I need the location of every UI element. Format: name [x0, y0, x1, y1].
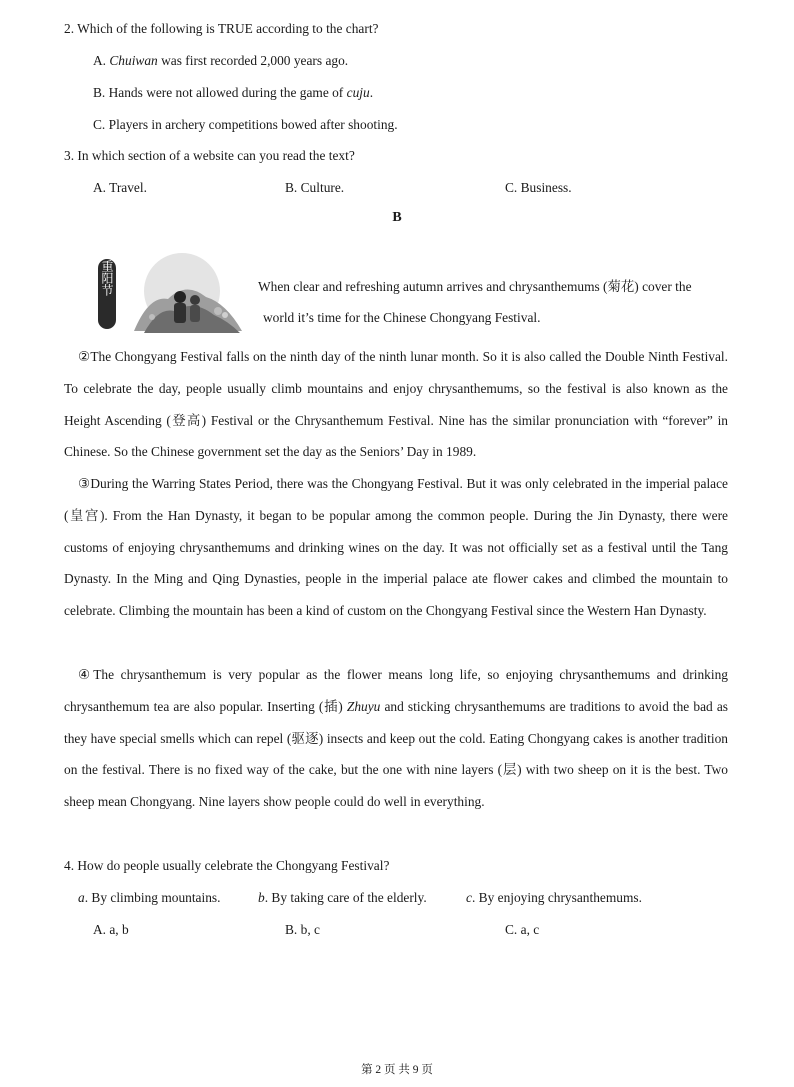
paragraph-2: ②The Chongyang Festival falls on the ninth day of the ninth lunar month. So it is also called the Double Ninth Festival. To celebrate the day, people usually climb mountains and enjoy chrysanthemums, so the festival is also known as the Height Ascending (登高) Festival or the Chrysanthemum Festival. Nine has the similar pronunciation with “forever” in Chinese. So the Chinese government set the day as the Seniors’ Day in 1989.: [64, 349, 728, 460]
question-4-option-b: B. b, c: [285, 922, 320, 937]
page-footer: 第 2 页 共 9 页: [361, 1064, 433, 1076]
question-3-option-a: A. Travel.: [93, 180, 147, 195]
question-2-option-c: C. Players in archery competitions bowed after shooting.: [93, 117, 398, 132]
question-4-item-a: a. By climbing mountains.: [78, 890, 221, 905]
question-4-stem: 4. How do people usually celebrate the Chongyang Festival?: [64, 858, 390, 873]
paragraph-3: ③During the Warring States Period, there was the Chongyang Festival. But it was only celebrated in the imperial palace (皇宫). From the Han Dynasty, it began to be popular among the common people. During the Jin Dynasty, there were customs of enjoying chrysanthemums and drinking wines on the day. It was not officially set as a festival until the Tang Dynasty. In the Ming and Qing Dynasties, people in the imperial palace ate flower cakes and climbed the mountain to celebrate. Climbing the mountain has been a kind of custom on the Chongyang Festival since the Western Han Dynasty.: [64, 476, 728, 619]
illustration-title-lettering: 重阳节: [100, 260, 114, 296]
question-4-item-b: b. By taking care of the elderly.: [258, 890, 427, 905]
paragraph-4: ④The chrysanthemum is very popular as the flower means long life, so enjoying chrysanthemums and drinking chrysanthemum tea are also popular. Inserting (插) Zhuyu and sticking chrysanthemums are traditions to avoid the bad as they have special smells which can repel (驱逐) insects and keep out the cold. Eating Chongyang cakes is another tradition on the festival. There is no fixed way of the cake, but the one with nine layers (层) with two sheep on it is the best. Two sheep mean Chongyang. Nine layers show people could do well in everything.: [64, 667, 728, 810]
question-2-option-a: A. Chuiwan was first recorded 2,000 years ago.: [93, 53, 349, 68]
intro-line-2: world it’s time for the Chinese Chongyang Festival.: [263, 310, 541, 325]
question-3-stem: 3. In which section of a website can you read the text?: [64, 148, 355, 163]
section-b-title: B: [392, 210, 402, 225]
question-4-item-c: c. By enjoying chrysanthemums.: [466, 890, 642, 905]
intro-line-1: When clear and refreshing autumn arrives and chrysanthemums (菊花) cover the: [258, 279, 692, 294]
question-2-option-b: B. Hands were not allowed during the game of cuju.: [93, 85, 374, 100]
question-3-option-b: B. Culture.: [285, 180, 345, 195]
chongyang-festival-illustration: [94, 253, 244, 335]
question-4-option-c: C. a, c: [505, 922, 540, 937]
question-3-option-c: C. Business.: [505, 180, 572, 195]
question-4-option-a: A. a, b: [93, 922, 129, 937]
question-2-stem: 2. Which of the following is TRUE according to the chart?: [64, 21, 379, 36]
section-b-intro: [258, 271, 728, 333]
